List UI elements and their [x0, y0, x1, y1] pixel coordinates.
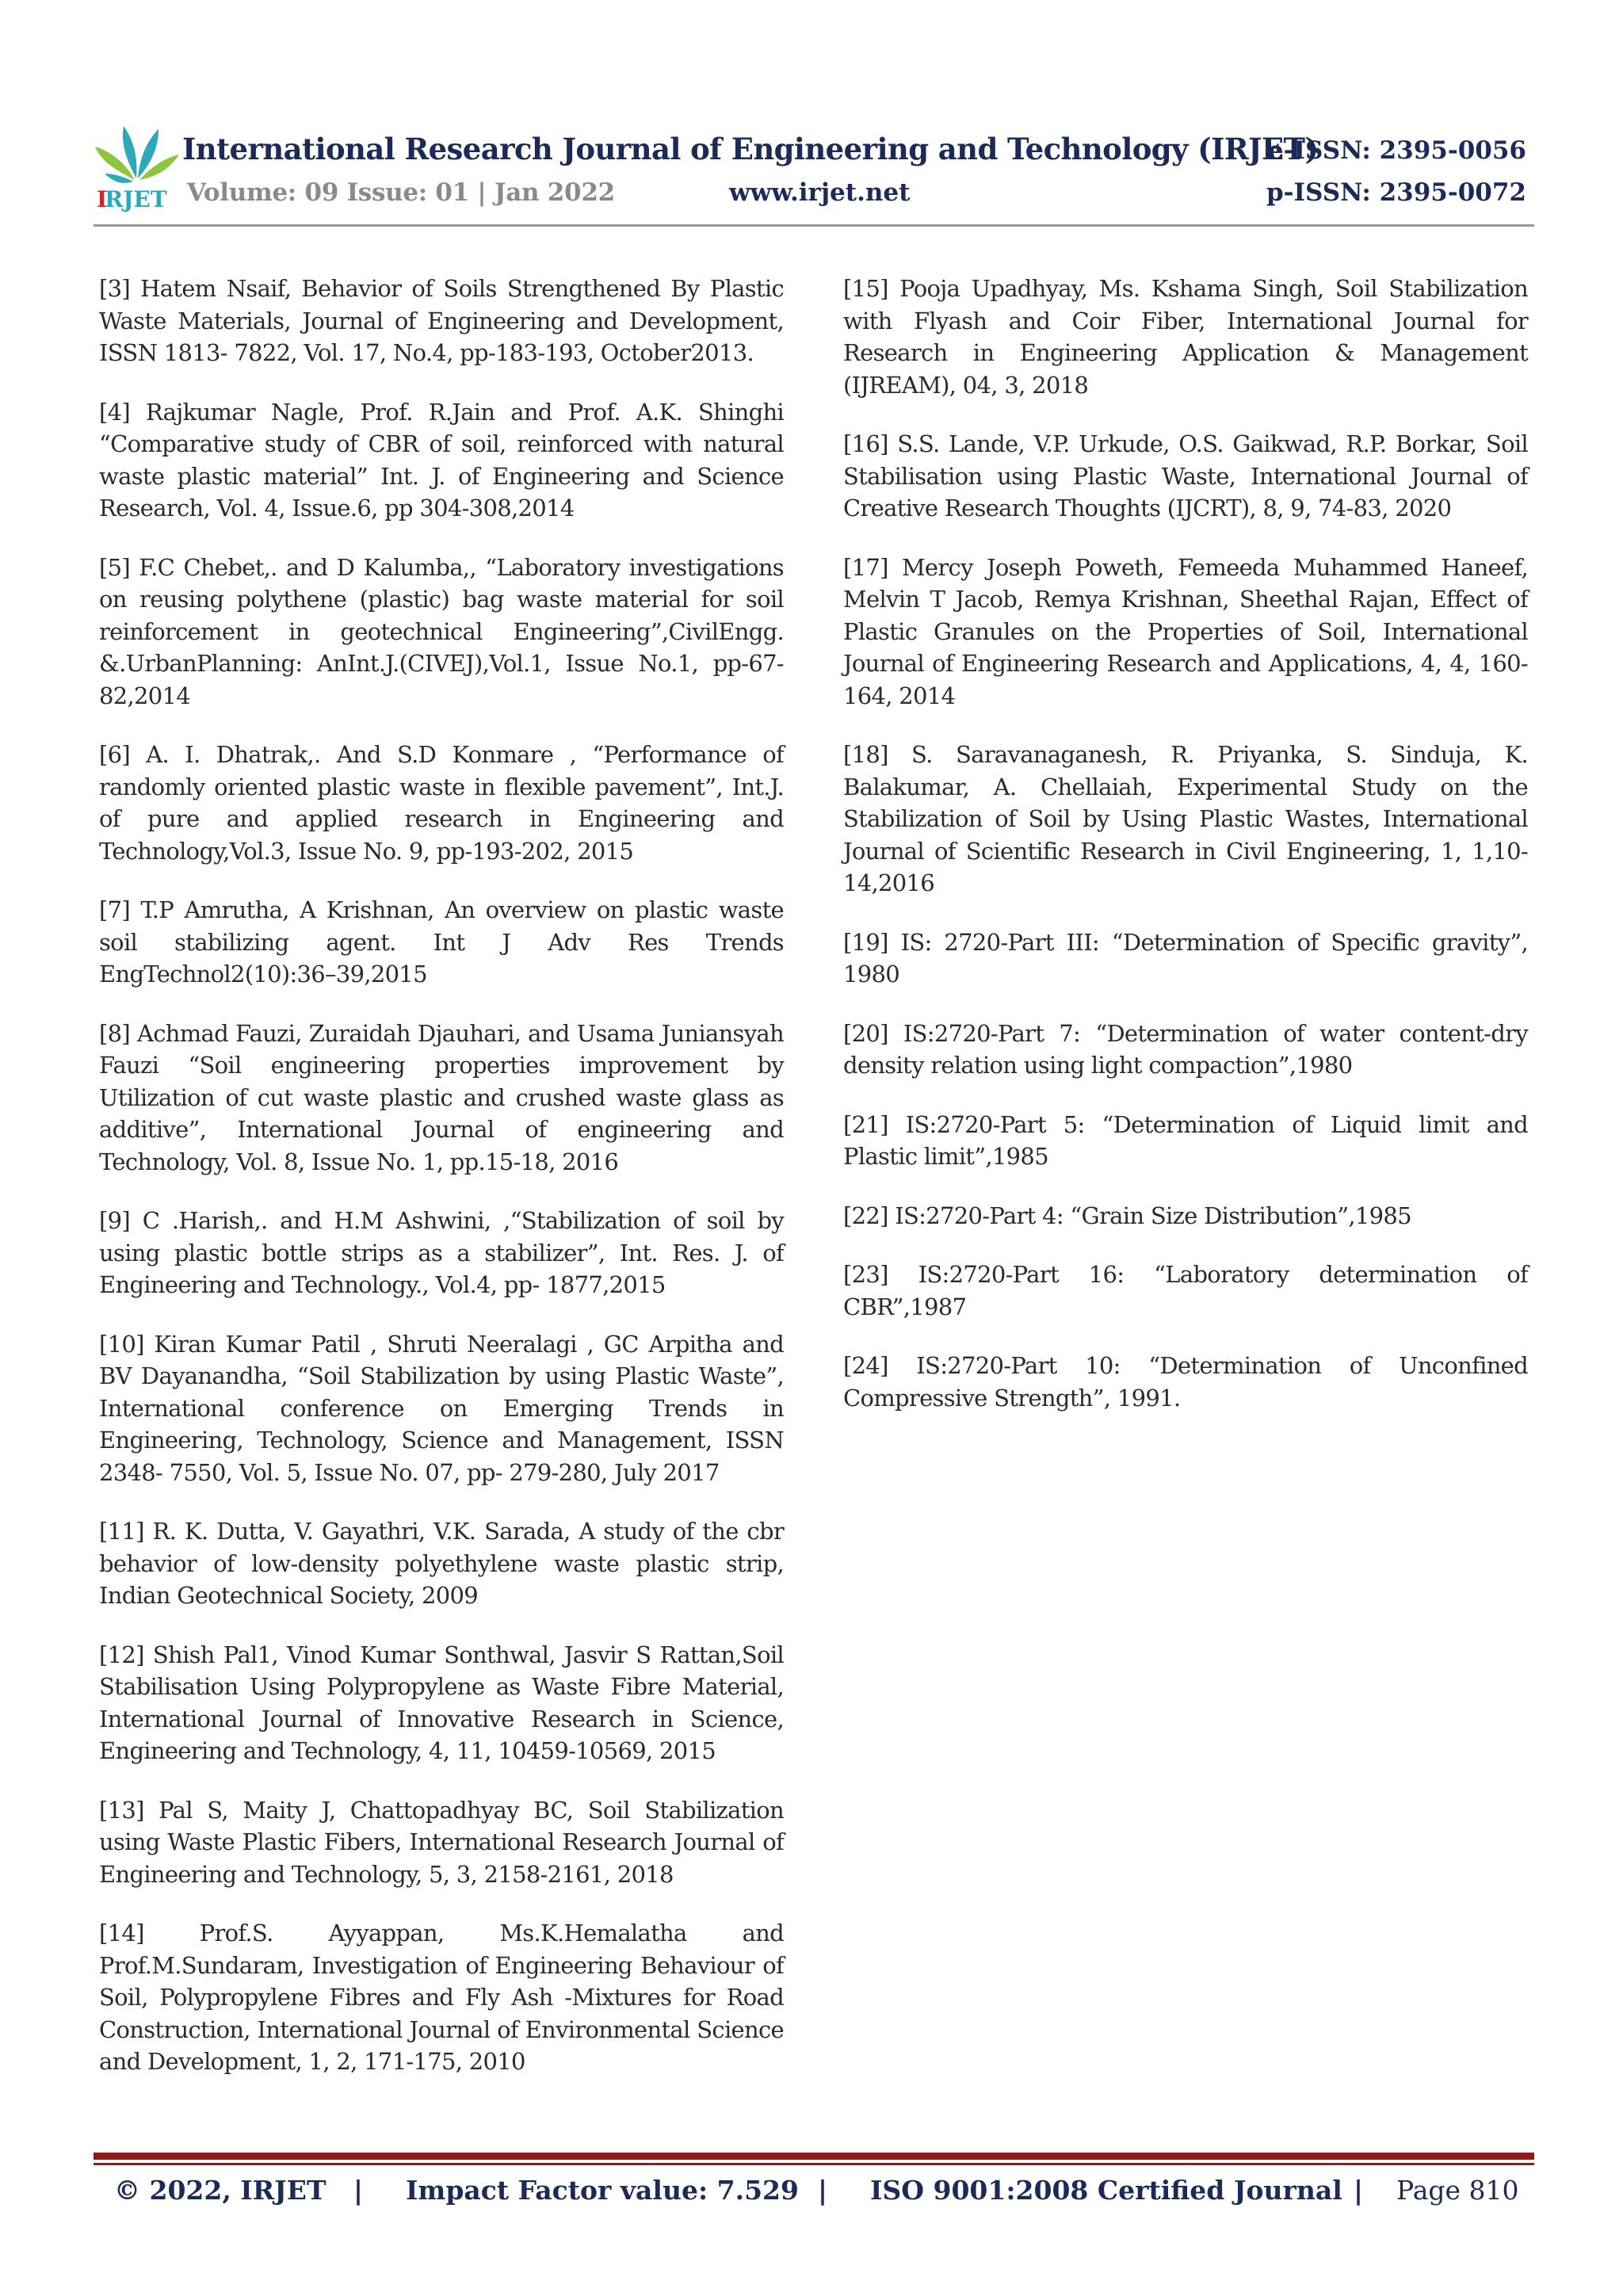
reference-item: [15] Pooja Upadhyay, Ms. Kshama Singh, Soil Stabilization with Flyash and Coir Fiber, International Journal for Research in Engineering Application & Management (IJREAM), 04, 3, 2018 [843, 275, 1528, 399]
reference-item: [21] IS:2720-Part 5: “Determination of Liquid limit and Plastic limit”,1985 [843, 1110, 1528, 1170]
reference-item: [5] F.C Chebet,. and D Kalumba,, “Laboratory investigations on reusing polythene (plastic) bag waste material for soil reinforcement in geotechnical Engineering”,CivilEngg. &.UrbanPlanning: AnInt.J.(CIVEJ),Vol.1, Issue No.1, pp-67-82,2014 [99, 553, 784, 709]
references-left-column [99, 273, 784, 2105]
reference-item: [16] S.S. Lande, V.P. Urkude, O.S. Gaikwad, R.P. Borkar, Soil Stabilisation using Plastic Waste, International Journal of Creative Research Thoughts (IJCRT), 8, 9, 74-83, 2020 [843, 430, 1528, 521]
page-number: Page 810 [1396, 2175, 1519, 2206]
references-right-column [843, 273, 1528, 1441]
reference-item: [3] Hatem Nsaif, Behavior of Soils Strengthened By Plastic Waste Materials, Journal of Engineering and Development, ISSN 1813- 7822, Vol. 17, No.4, pp-183-193, October2013. [99, 275, 784, 366]
footer-impact-factor: Impact Factor value: 7.529 [406, 2175, 799, 2206]
reference-item: [10] Kiran Kumar Patil , Shruti Neeralagi , GC Arpitha and BV Dayanandha, “Soil Stabilization by using Plastic Waste”, International conference on Emerging Trends in Engineering, Technology, Science and Management, ISSN 2348- 7550, Vol. 5, Issue No. 07, pp- 279-280, July 2017 [99, 1330, 784, 1486]
e-issn: e-ISSN: 2395-0056 [1267, 136, 1526, 165]
footer-iso-certification: ISO 9001:2008 Certified Journal [870, 2175, 1342, 2206]
footer-separator: | [353, 2175, 364, 2206]
reference-item: [20] IS:2720-Part 7: “Determination of water content-dry density relation using light compaction”,1980 [843, 1019, 1528, 1079]
reference-item: [11] R. K. Dutta, V. Gayathri, V.K. Sarada, A study of the cbr behavior of low-density polyethylene waste plastic strip, Indian Geotechnical Society, 2009 [99, 1518, 784, 1609]
header-divider [94, 224, 1534, 227]
reference-item: [12] Shish Pal1, Vinod Kumar Sonthwal, Jasvir S Rattan,Soil Stabilisation Using Polypropylene as Waste Fibre Material, International Journal of Innovative Research in Science, Engineering and Technology, 4, 11, 10459-10569, 2015 [99, 1641, 784, 1764]
irjet-logo-icon [94, 115, 181, 214]
reference-item: [14] Prof.S. Ayyappan, Ms.K.Hemalatha and Prof.M.Sundaram, Investigation of Engineering Behaviour of Soil, Polypropylene Fibres and Fly Ash -Mixtures for Road Construction, International Journal of Environmental Science and Development, 1, 2, 171-175, 2010 [99, 1920, 784, 2075]
reference-item: [18] S. Saravanaganesh, R. Priyanka, S. Sinduja, K. Balakumar, A. Chellaiah, Experimental Study on the Stabilization of Soil by Using Plastic Wastes, International Journal of Scientific Research in Civil Engineering, 1, 1,10-14,2016 [843, 741, 1528, 896]
irjet-logo [94, 115, 181, 214]
page-footer [94, 2167, 1534, 2206]
reference-item: [4] Rajkumar Nagle, Prof. R.Jain and Prof. A.K. Shinghi “Comparative study of CBR of soil, reinforced with natural waste plastic material” Int. J. of Engineering and Science Research, Vol. 4, Issue.6, pp 304-308,2014 [99, 398, 784, 521]
reference-item: [7] T.P Amrutha, A Krishnan, An overview on plastic waste soil stabilizing agent. Int J Adv Res Trends EngTechnol2(10):36–39,2015 [99, 896, 784, 988]
reference-item: [19] IS: 2720-Part III: “Determination of Specific gravity”, 1980 [843, 928, 1528, 988]
footer-separator: | [1354, 2175, 1364, 2206]
reference-item: [13] Pal S, Maity J, Chattopadhyay BC, Soil Stabilization using Waste Plastic Fibers, International Research Journal of Engineering and Technology, 5, 3, 2158-2161, 2018 [99, 1796, 784, 1888]
svg-text:RJET: RJET [105, 186, 167, 212]
reference-item: [6] A. I. Dhatrak,. And S.D Konmare , “Performance of randomly oriented plastic waste in flexible pavement”, Int.J. of pure and applied research in Engineering and Technology,Vol.3, Issue No. 9, pp-193-202, 2015 [99, 741, 784, 865]
reference-item: [9] C .Harish,. and H.M Ashwini, ,“Stabilization of soil by using plastic bottle strips as a stabilizer”, Int. Res. J. of Engineering and Technology., Vol.4, pp- 1877,2015 [99, 1207, 784, 1298]
reference-item: [8] Achmad Fauzi, Zuraidah Djauhari, and Usama Juniansyah Fauzi “Soil engineering properties improvement by Utilization of cut waste plastic and crushed waste glass as additive”, International Journal of engineering and Technology, Vol. 8, Issue No. 1, pp.15-18, 2016 [99, 1019, 784, 1175]
reference-item: [22] IS:2720-Part 4: “Grain Size Distribution”,1985 [843, 1201, 1411, 1229]
website-link[interactable]: www.irjet.net [729, 178, 911, 207]
footer-divider-thin [94, 2163, 1534, 2165]
footer-divider-thick [94, 2153, 1534, 2160]
volume-info: Volume: 09 Issue: 01 | Jan 2022 [187, 178, 615, 207]
journal-title: International Research Journal of Engineering and Technology (IRJET) [182, 132, 1319, 166]
footer-copyright: © 2022, IRJET [114, 2175, 327, 2206]
reference-item: [24] IS:2720-Part 10: “Determination of Unconfined Compressive Strength”, 1991. [843, 1352, 1528, 1412]
p-issn: p-ISSN: 2395-0072 [1266, 178, 1526, 207]
reference-item: [23] IS:2720-Part 16: “Laboratory determination of CBR”,1987 [843, 1261, 1528, 1320]
footer-separator: | [818, 2175, 828, 2206]
reference-item: [17] Mercy Joseph Poweth, Femeeda Muhammed Haneef, Melvin T Jacob, Remya Krishnan, Sheethal Rajan, Effect of Plastic Granules on the Properties of Soil, International Journal of Engineering Research and Applications, 4, 4, 160-164, 2014 [843, 553, 1528, 709]
svg-text:I: I [97, 186, 108, 212]
